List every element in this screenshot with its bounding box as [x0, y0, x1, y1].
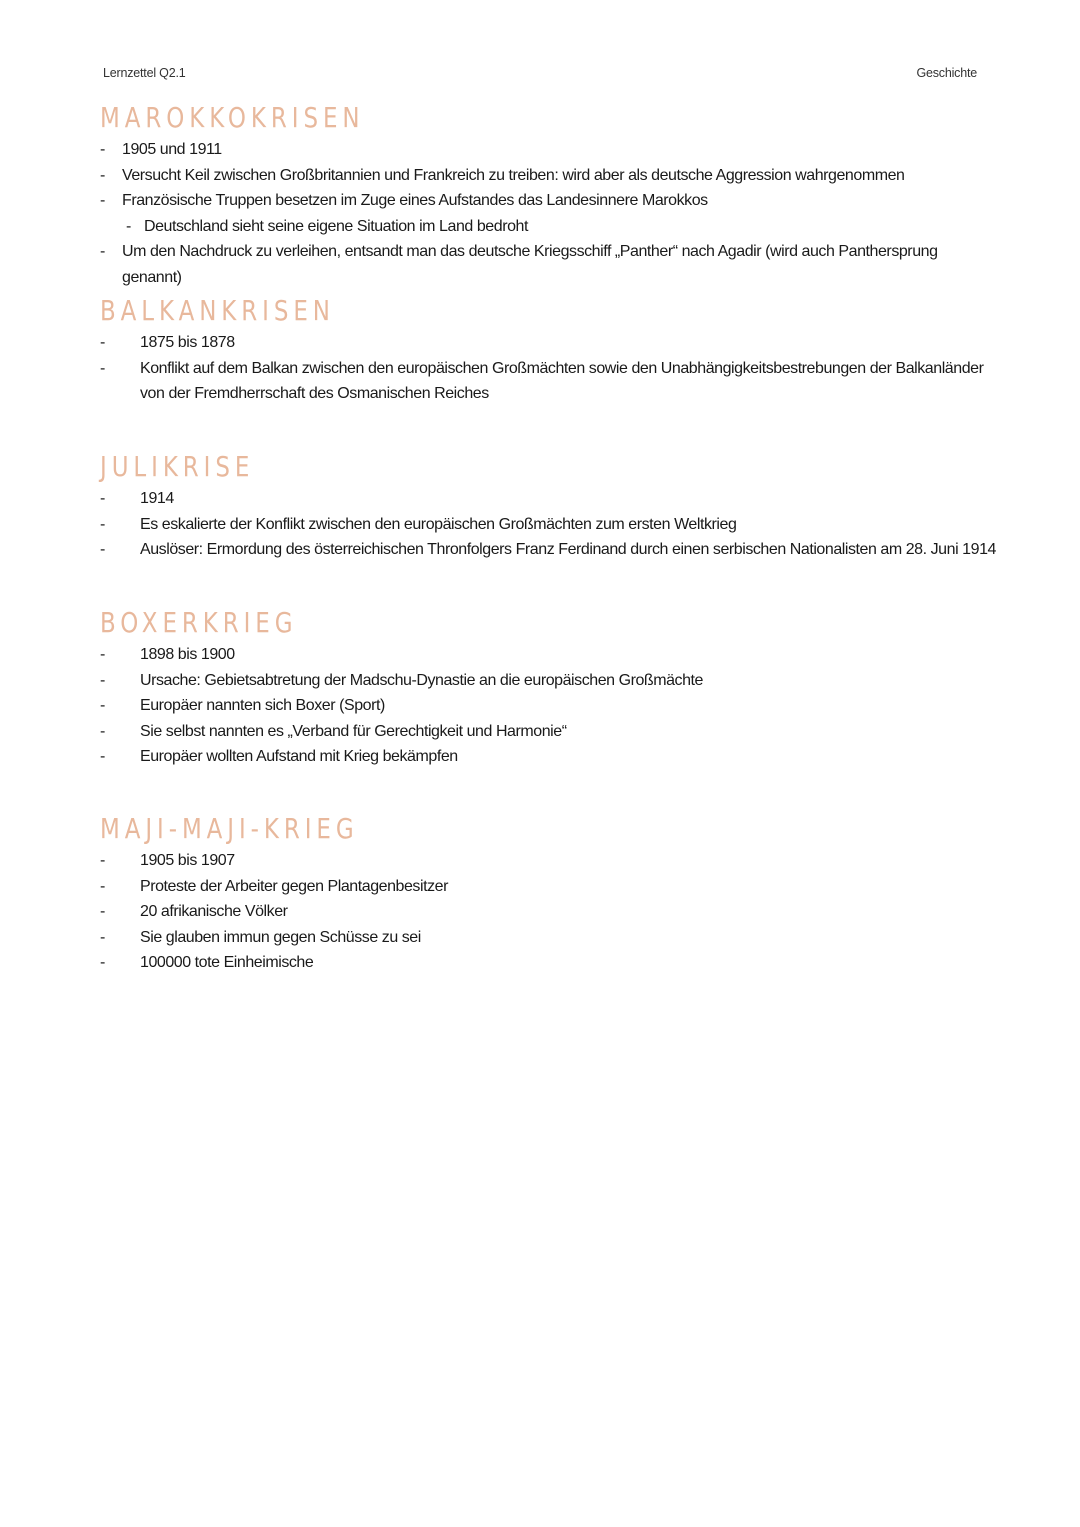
bullet-dash: -: [100, 954, 105, 971]
bullet-dash: -: [100, 877, 105, 895]
item-text: Ursache: Gebietsabtretung der Madschu-Dynastie an die europäischen Großmächte: [140, 671, 703, 689]
bullet-dash: -: [100, 515, 105, 533]
item-text: Konflikt auf dem Balkan zwischen den europäischen Großmächten sowie den Unabhängigkeitsbestrebungen der Balkanländer von der Fremdherrschaft des Osmanischen Reiches: [140, 359, 984, 402]
bullet-list: [100, 486, 1000, 563]
bullet-dash: -: [100, 334, 105, 351]
bullet-dash: -: [100, 359, 105, 377]
item-text: Europäer wollten Aufstand mit Krieg bekämpfen: [140, 748, 458, 765]
item-text: Auslöser: Ermordung des österreichischen Thronfolgers Franz Ferdinand durch einen serbischen Nationalisten am 28. Juni 1914: [140, 541, 996, 558]
list-item: [100, 719, 1000, 745]
bullet-list: [100, 330, 1000, 407]
bullet-dash: -: [100, 671, 105, 689]
list-item: [100, 925, 1000, 951]
section-title: BALKANKRISEN: [100, 294, 335, 327]
bullet-dash: -: [100, 490, 105, 507]
section-title: MAJI-MAJI-KRIEG: [100, 812, 359, 845]
bullet-dash: -: [100, 192, 105, 209]
item-text: 1905 und 1911: [122, 141, 222, 158]
item-text: Um den Nachdruck zu verleihen, entsandt man das deutsche Kriegsschiff „Panther“ nach Agadir (wird auch Panthersprung genannt): [122, 243, 938, 286]
list-item: [100, 537, 1000, 563]
item-text: Europäer nannten sich Boxer (Sport): [140, 697, 385, 714]
bullet-dash: -: [100, 646, 105, 663]
section-title: MAROKKOKRISEN: [100, 101, 365, 134]
header-subject-label: Geschichte: [916, 66, 977, 80]
list-item: [100, 356, 1000, 407]
bullet-dash: -: [100, 243, 105, 260]
section-boxerkrieg: [100, 606, 1000, 770]
bullet-dash: -: [100, 722, 105, 740]
section-maji-maji-krieg: [100, 812, 1000, 976]
header-course-label: Lernzettel Q2.1: [103, 66, 186, 80]
list-item: [100, 137, 1000, 163]
list-item: [100, 239, 1000, 290]
bullet-dash: -: [100, 852, 105, 869]
list-item: [100, 512, 1000, 538]
bullet-dash: -: [100, 748, 105, 765]
bullet-dash: -: [100, 141, 105, 158]
item-text: 1914: [140, 490, 174, 507]
bullet-dash: -: [100, 697, 105, 714]
bullet-list: [100, 137, 1000, 290]
list-item: [100, 693, 1000, 719]
section-balkankrisen: [100, 294, 1000, 407]
item-text: 1898 bis 1900: [140, 646, 235, 663]
item-text: Versucht Keil zwischen Großbritannien und Frankreich zu treiben: wird aber als deutsche Aggression wahrgenommen: [122, 166, 905, 184]
list-item: [100, 330, 1000, 356]
item-text: Sie selbst nannten es „Verband für Gerechtigkeit und Harmonie“: [140, 722, 567, 740]
list-item: [100, 642, 1000, 668]
section-title: JULIKRISE: [100, 450, 255, 483]
list-item: [100, 874, 1000, 900]
item-text: 1875 bis 1878: [140, 334, 235, 351]
item-text: 20 afrikanische Völker: [140, 903, 288, 920]
section-marokkokrisen: [100, 101, 1000, 290]
list-item-sub: [100, 214, 1000, 240]
list-item: [100, 163, 1000, 189]
bullet-dash: -: [100, 903, 105, 920]
bullet-dash: -: [100, 166, 105, 184]
bullet-list: [100, 642, 1000, 770]
list-item: [100, 188, 1000, 214]
section-title: BOXERKRIEG: [100, 606, 298, 639]
item-text: 1905 bis 1907: [140, 852, 235, 869]
list-item: [100, 950, 1000, 976]
bullet-dash: -: [126, 217, 131, 235]
bullet-dash: -: [100, 928, 105, 946]
list-item: [100, 848, 1000, 874]
bullet-dash: -: [100, 541, 105, 558]
item-text: Französische Truppen besetzen im Zuge eines Aufstandes das Landesinnere Marokkos: [122, 192, 708, 209]
list-item: [100, 486, 1000, 512]
item-text: Es eskalierte der Konflikt zwischen den europäischen Großmächten zum ersten Weltkrieg: [140, 515, 737, 533]
item-text: 100000 tote Einheimische: [140, 954, 314, 971]
item-text: Deutschland sieht seine eigene Situation im Land bedroht: [144, 217, 528, 235]
list-item: [100, 744, 1000, 770]
item-text: Sie glauben immun gegen Schüsse zu sei: [140, 928, 421, 946]
bullet-list: [100, 848, 1000, 976]
item-text: Proteste der Arbeiter gegen Plantagenbesitzer: [140, 877, 448, 895]
list-item: [100, 668, 1000, 694]
list-item: [100, 899, 1000, 925]
section-julikrise: [100, 450, 1000, 563]
